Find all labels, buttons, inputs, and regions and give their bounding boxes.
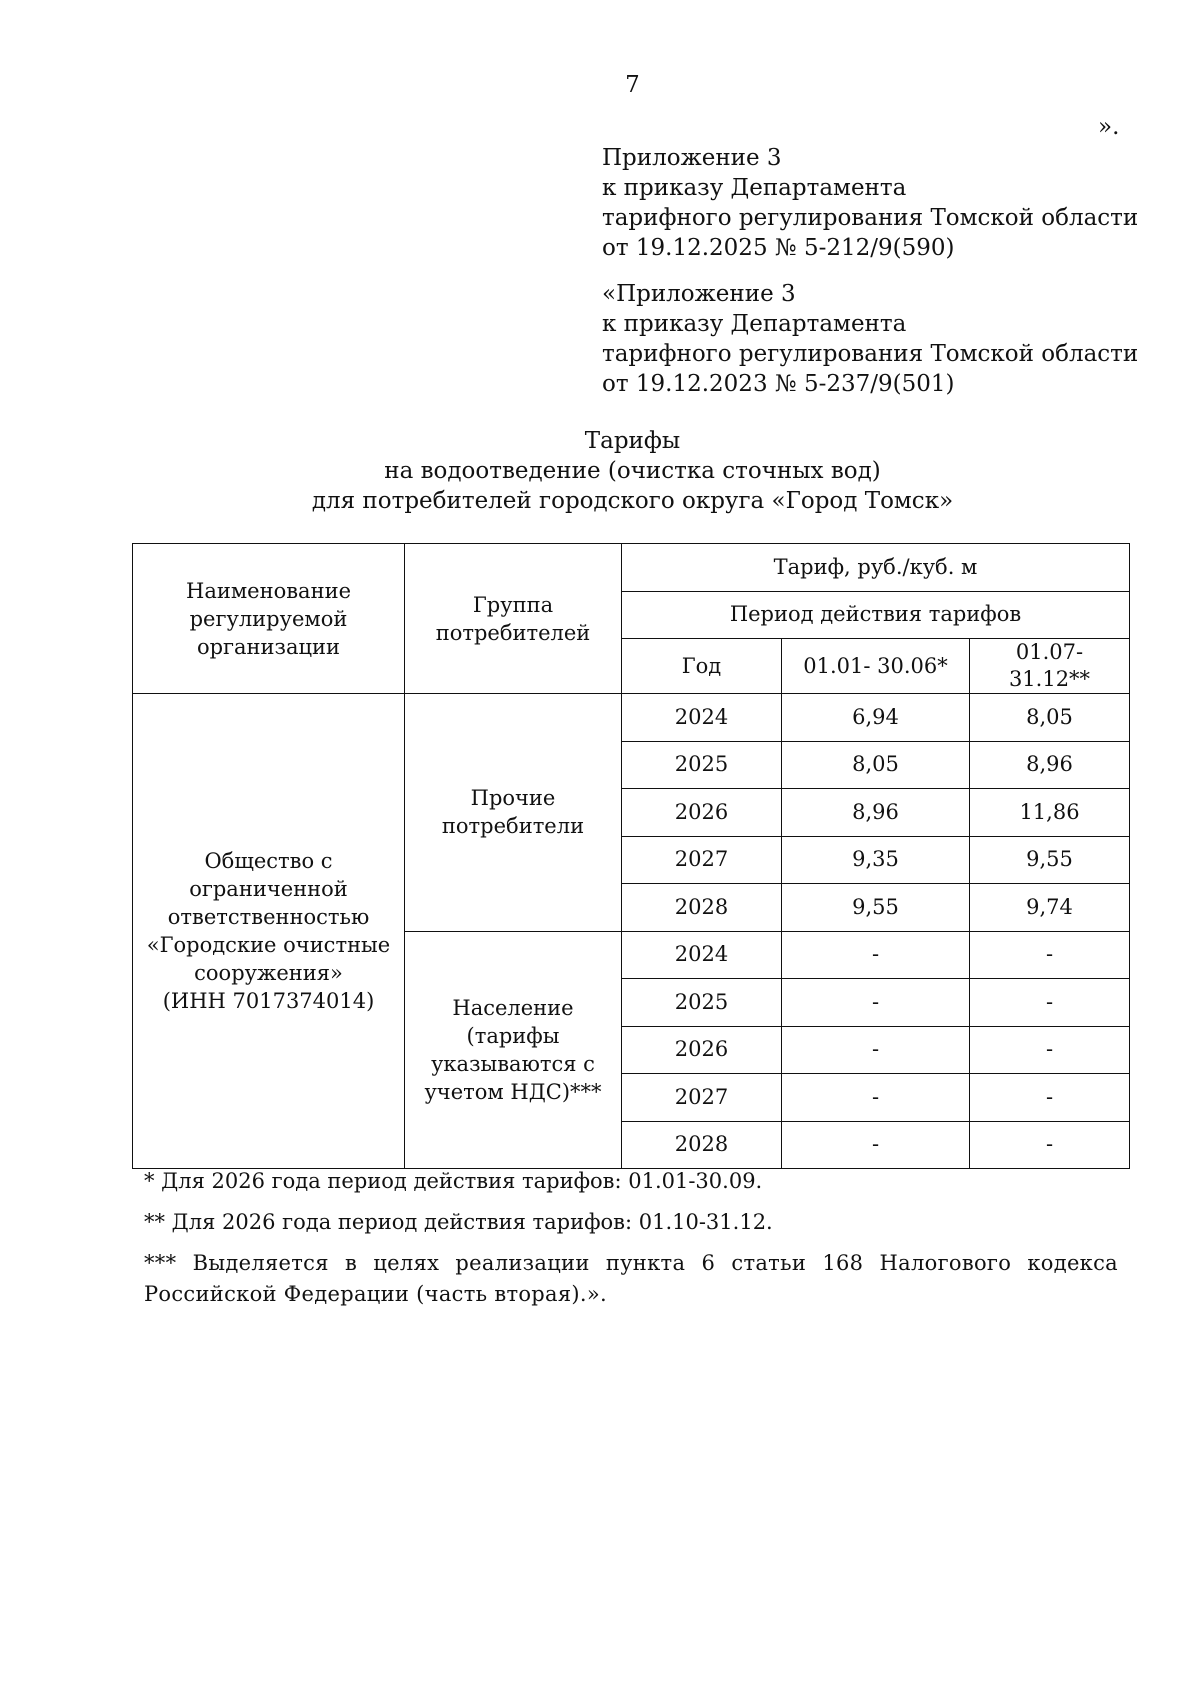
organization-line: ограниченной	[189, 877, 348, 901]
title-line: Тарифы	[584, 428, 681, 454]
tariff-cell: 11,86	[970, 789, 1130, 837]
tariff-cell: 9,55	[970, 836, 1130, 884]
tariff-cell: -	[970, 1026, 1130, 1074]
tariff-cell: -	[970, 931, 1130, 979]
tariff-cell: -	[970, 979, 1130, 1027]
year-cell: 2027	[622, 836, 782, 884]
year-cell: 2024	[622, 931, 782, 979]
group-line: учетом НДС)***	[424, 1079, 602, 1104]
table-row	[133, 694, 1130, 742]
page-number: 7	[625, 72, 640, 98]
tariff-cell: 9,35	[782, 836, 970, 884]
title-line: для потребителей городского округа «Город Томск»	[311, 488, 954, 514]
tariff-cell: -	[782, 1026, 970, 1074]
tariff-cell: 8,96	[970, 741, 1130, 789]
year-cell: 2024	[622, 694, 782, 742]
header-row	[133, 544, 1130, 592]
organization-line: ответственностью	[167, 905, 370, 929]
group-line: (тарифы	[466, 1023, 560, 1048]
appendix-new-line: тарифного регулирования Томской области	[602, 205, 1139, 231]
footnote-2: ** Для 2026 года период действия тарифов: 01.10-31.12.	[144, 1210, 773, 1234]
document-title	[0, 426, 1200, 516]
year-cell: 2026	[622, 1026, 782, 1074]
year-cell: 2028	[622, 1121, 782, 1169]
organization-line: (ИНН 7017374014)	[162, 989, 375, 1013]
closing-quote: ».	[1098, 114, 1120, 140]
header-org-name-line: Наименование	[186, 578, 351, 603]
organization-line: «Городские очистные	[146, 933, 391, 957]
appendix-old-line: к приказу Департамента	[602, 311, 907, 337]
header-year: Год	[622, 639, 782, 694]
appendix-new-line: к приказу Департамента	[602, 175, 907, 201]
organization-line: Общество с	[204, 849, 333, 873]
tariff-cell: -	[970, 1074, 1130, 1122]
tariff-cell: 9,55	[782, 884, 970, 932]
title-line: на водоотведение (очистка сточных вод)	[384, 458, 881, 484]
header-consumer-group-line: Группа	[472, 592, 554, 617]
group-line: Прочие	[470, 786, 556, 811]
year-cell: 2028	[622, 884, 782, 932]
tariff-cell: -	[782, 979, 970, 1027]
year-cell: 2027	[622, 1074, 782, 1122]
year-cell: 2025	[622, 979, 782, 1027]
header-org-name	[133, 544, 405, 694]
group-other-consumers	[405, 694, 622, 932]
group-line: указываются с	[431, 1051, 595, 1076]
group-population	[405, 931, 622, 1169]
year-cell: 2026	[622, 789, 782, 837]
appendix-new-line: от 19.12.2025 № 5-212/9(590)	[602, 235, 955, 261]
tariff-cell: 8,05	[782, 741, 970, 789]
appendix-reference-new	[602, 143, 1138, 263]
appendix-old-line: тарифного регулирования Томской области	[602, 341, 1139, 367]
header-half1: 01.01- 30.06*	[782, 639, 970, 694]
tariff-table	[132, 543, 1130, 1169]
header-consumer-group-line: потребителей	[435, 620, 591, 645]
header-consumer-group	[405, 544, 622, 694]
header-org-name-line: регулируемой	[189, 606, 348, 631]
header-half2: 01.07-31.12**	[970, 639, 1130, 694]
footnote-1: * Для 2026 года период действия тарифов: 01.01-30.09.	[144, 1169, 763, 1193]
footnotes	[144, 1166, 1118, 1320]
tariff-cell: 9,74	[970, 884, 1130, 932]
year-cell: 2025	[622, 741, 782, 789]
tariff-cell: -	[782, 1121, 970, 1169]
appendix-old-line: «Приложение 3	[602, 281, 796, 307]
header-org-name-line: организации	[196, 634, 341, 659]
appendix-reference-old	[602, 279, 1138, 399]
appendix-old-line: от 19.12.2023 № 5-237/9(501)	[602, 371, 955, 397]
tariff-cell: -	[970, 1121, 1130, 1169]
group-line: Население	[452, 995, 574, 1020]
header-tariff: Тариф, руб./куб. м	[622, 544, 1130, 592]
tariff-cell: -	[782, 1074, 970, 1122]
tariff-cell: -	[782, 931, 970, 979]
tariff-cell: 8,96	[782, 789, 970, 837]
tariff-cell: 6,94	[782, 694, 970, 742]
group-line: потребители	[441, 814, 585, 839]
appendix-new-line: Приложение 3	[602, 145, 782, 171]
organization-line: сооружения»	[194, 961, 343, 985]
tariff-cell: 8,05	[970, 694, 1130, 742]
organization-cell	[133, 694, 405, 1169]
footnote-3: *** Выделяется в целях реализации пункта 6 статьи 168 Налогового кодекса Российской Федерации (часть вторая).».	[144, 1251, 1118, 1306]
header-period: Период действия тарифов	[622, 591, 1130, 639]
